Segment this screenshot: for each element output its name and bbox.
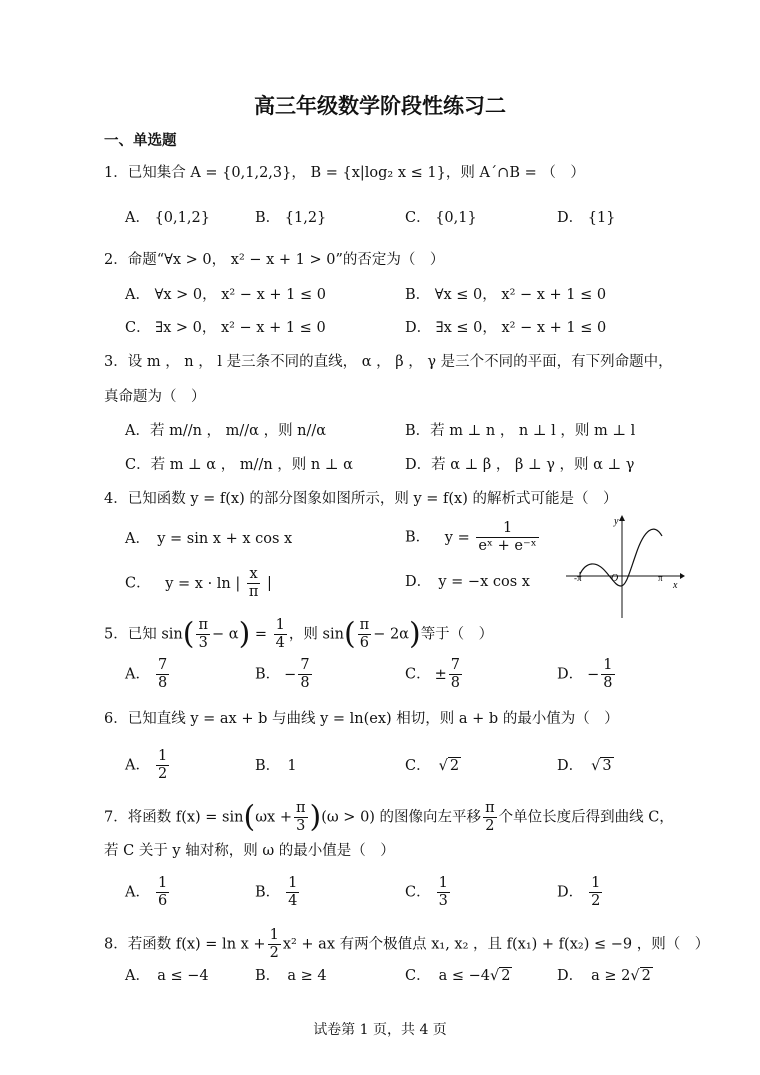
question-7-line-1 xyxy=(104,800,674,835)
q2-option-c: C． ∃x > 0， x² − x + 1 ≤ 0 xyxy=(125,320,326,336)
q8-option-c-radicand: 2 xyxy=(501,968,511,984)
q8-part-1: 8．若函数 f(x) = ln x + xyxy=(104,936,266,953)
q5-option-a-numerator: 7 xyxy=(157,657,168,673)
q7-option-b xyxy=(255,875,301,910)
q5-part-6: 等于（ ） xyxy=(420,626,494,643)
q3-option-b: B．若 m ⊥ n ， n ⊥ l ，则 m ⊥ l xyxy=(405,423,636,439)
q7-option-c-denominator: 3 xyxy=(438,893,448,909)
q7-option-b-label: B． xyxy=(255,884,281,901)
q7-fraction-shift xyxy=(483,800,497,835)
q6-option-d xyxy=(557,756,614,776)
q5-fraction-value xyxy=(274,617,287,652)
q4-option-a: A． y = sin x + x cos x xyxy=(125,531,293,547)
q5-fraction-b xyxy=(358,617,372,652)
q7-part-2: (ω > 0) 的图像向左平移 xyxy=(321,809,482,826)
q4-option-c xyxy=(125,566,272,601)
q4-option-b xyxy=(405,520,541,555)
q3-option-c: C．若 m ⊥ α ， m//n ，则 n ⊥ α xyxy=(125,457,353,473)
q5-paren-open: ( xyxy=(182,616,195,652)
q6-option-a-label: A． xyxy=(125,757,150,774)
q7-part-1: 7．将函数 f(x) = sin xyxy=(104,809,244,826)
q2-option-b: B． ∀x ≤ 0， x² − x + 1 ≤ 0 xyxy=(405,287,607,303)
q7-option-a-label: A． xyxy=(125,884,150,901)
y-axis-arrow xyxy=(619,515,625,521)
q7-omega: ωx + xyxy=(255,809,292,826)
q4-option-c-fraction xyxy=(247,566,261,601)
q4-option-b-numerator: 1 xyxy=(476,520,538,538)
q6-option-a-denominator: 2 xyxy=(157,766,168,782)
q1-option-d: D． {1} xyxy=(557,210,616,226)
q4-option-b-denominator: eˣ + e⁻ˣ xyxy=(478,538,537,554)
question-4: 4．已知函数 y = f(x) 的部分图象如图所示，则 y = f(x) 的解析式可能是（ ） xyxy=(104,491,618,507)
q5-part-2: − α xyxy=(212,626,239,643)
q5-paren-close-2: ) xyxy=(408,616,421,652)
q8-part-2: x² + ax 有两个极值点 x₁, x₂ ，且 f(x₁) + f(x₂) ≤ −9 ，则（ ） xyxy=(282,936,710,953)
q2-option-d: D． ∃x ≤ 0， x² − x + 1 ≤ 0 xyxy=(405,320,607,336)
q5-option-c xyxy=(405,657,464,692)
q5-option-b-numerator: 7 xyxy=(300,657,310,673)
q8-option-c xyxy=(405,966,512,986)
q7-option-c xyxy=(405,875,452,910)
q7-option-a-denominator: 6 xyxy=(157,893,168,909)
q1-option-c: C． {0,1} xyxy=(405,210,477,226)
sqrt-sign: √ xyxy=(438,758,448,774)
q6-option-d-radicand: 3 xyxy=(602,758,612,774)
question-6: 6．已知直线 y = ax + b 与曲线 y = ln(ex) 相切，则 a + b 的最小值为（ ） xyxy=(104,711,619,727)
q8-option-d-prefix: a ≥ 2 xyxy=(591,968,631,984)
q6-option-a xyxy=(125,748,171,783)
q7-fraction-phase xyxy=(294,800,308,835)
q5-option-a-label: A． xyxy=(125,666,150,683)
q8-option-c-label: C． xyxy=(405,968,431,984)
q8-fraction-half xyxy=(268,927,281,962)
q8-option-c-prefix: a ≤ −4 xyxy=(438,968,490,984)
q4-option-c-denominator: π xyxy=(248,584,259,600)
q8-option-b: B． a ≥ 4 xyxy=(255,968,327,984)
q5-option-d xyxy=(557,657,617,692)
q5-part-3: = xyxy=(254,626,268,643)
q6-option-b: B． 1 xyxy=(255,758,297,774)
q8-fraction-half-numerator: 1 xyxy=(269,927,279,943)
question-7-line-2: 若 C 关于 y 轴对称，则 ω 的最小值是（ ） xyxy=(104,843,395,859)
q4-function-graph xyxy=(566,514,686,622)
q5-option-d-numerator: 1 xyxy=(603,657,613,673)
sqrt-sign: √ xyxy=(630,968,640,984)
q6-option-c-radicand: 2 xyxy=(449,758,460,774)
x-axis-arrow xyxy=(680,573,685,579)
q5-option-b-sign: − xyxy=(284,666,297,683)
q7-option-c-fraction xyxy=(437,875,450,910)
q5-option-c-sign: ± xyxy=(434,666,447,683)
q5-fraction-value-numerator: 1 xyxy=(275,617,285,633)
q5-option-d-fraction xyxy=(601,657,614,692)
page-title: 高三年级数学阶段性练习二 xyxy=(254,93,506,118)
q4-option-c-numerator: x xyxy=(247,566,261,584)
q7-option-b-fraction xyxy=(286,875,299,910)
section-heading: 一、单选题 xyxy=(104,132,177,149)
graph-neg-pi-label: -π xyxy=(574,573,582,583)
question-8 xyxy=(104,927,709,962)
q5-option-c-denominator: 8 xyxy=(450,675,460,691)
q7-option-c-label: C． xyxy=(405,884,431,901)
q4-option-b-lhs: y = xyxy=(444,529,470,546)
q3-option-d: D．若 α ⊥ β ， β ⊥ γ ，则 α ⊥ γ xyxy=(405,457,635,473)
q5-option-b-fraction xyxy=(298,657,311,692)
q8-option-d-radicand: 2 xyxy=(641,968,651,984)
q5-part-1: 5．已知 sin xyxy=(104,626,183,643)
q5-option-d-sign: − xyxy=(587,666,600,683)
q5-option-a xyxy=(125,657,171,692)
q5-fraction-a-denominator: 3 xyxy=(198,635,208,651)
q7-part-3: 个单位长度后得到曲线 C， xyxy=(498,809,674,826)
q5-fraction-value-denominator: 4 xyxy=(275,635,285,651)
question-1: 1．已知集合 A = {0,1,2,3}， B = {x|log₂ x ≤ 1}，则 A´∩B = （ ） xyxy=(104,165,585,181)
q5-paren-open-2: ( xyxy=(343,616,356,652)
q4-option-d: D． y = −x cos x xyxy=(405,574,530,590)
question-3-line-1: 3．设 m ， n ， l 是三条不同的直线， α ， β ， γ 是三个不同的平面，有下列命题中， xyxy=(104,354,673,370)
q6-option-d-label: D． xyxy=(557,758,584,774)
q5-option-b-label: B． xyxy=(255,666,281,683)
q5-option-c-label: C． xyxy=(405,666,431,683)
page-footer: 试卷第 1 页，共 4 页 xyxy=(313,1022,447,1038)
q5-fraction-b-numerator: π xyxy=(359,617,370,633)
q4-option-c-rhs: | xyxy=(267,575,272,592)
question-5 xyxy=(104,617,493,652)
q1-option-b: B． {1,2} xyxy=(255,210,327,226)
question-3-line-2: 真命题为（ ） xyxy=(104,389,206,405)
q5-option-c-fraction xyxy=(449,657,462,692)
curve xyxy=(580,529,662,586)
q2-option-a: A． ∀x > 0， x² − x + 1 ≤ 0 xyxy=(125,287,326,303)
q5-fraction-a-numerator: π xyxy=(198,617,209,633)
q5-option-a-denominator: 8 xyxy=(157,675,168,691)
q5-part-4: ，则 sin xyxy=(288,626,344,643)
question-2: 2．命题“∀x > 0， x² − x + 1 > 0”的否定为（ ） xyxy=(104,252,445,268)
q7-paren-open: ( xyxy=(243,799,256,835)
graph-y-label: y xyxy=(614,516,619,527)
q7-option-a-fraction xyxy=(156,875,169,910)
q8-option-d xyxy=(557,966,653,986)
q7-option-b-denominator: 4 xyxy=(288,893,298,909)
q5-fraction-b-denominator: 6 xyxy=(359,635,370,651)
q7-fraction-phase-denominator: 3 xyxy=(296,818,306,834)
q6-option-a-fraction xyxy=(156,748,169,783)
q5-fraction-a xyxy=(196,617,210,652)
q4-option-b-label: B． xyxy=(405,529,431,546)
q4-option-c-lhs: y = x · ln | xyxy=(165,575,241,592)
q5-option-d-denominator: 8 xyxy=(603,675,613,691)
q7-option-a xyxy=(125,875,171,910)
q5-option-c-numerator: 7 xyxy=(450,657,460,673)
q7-fraction-phase-numerator: π xyxy=(295,800,306,816)
q7-option-a-numerator: 1 xyxy=(157,875,168,891)
q8-fraction-half-denominator: 2 xyxy=(269,945,279,961)
q7-fraction-shift-denominator: 2 xyxy=(485,818,495,834)
q4-option-b-fraction xyxy=(476,520,538,555)
q1-option-a: A． {0,1,2} xyxy=(125,210,210,226)
q6-option-c-label: C． xyxy=(405,758,431,774)
sqrt-sign: √ xyxy=(490,968,500,984)
q5-part-5: − 2α xyxy=(373,626,409,643)
q5-option-d-label: D． xyxy=(557,666,584,683)
q7-fraction-shift-numerator: π xyxy=(485,800,495,816)
q6-option-c xyxy=(405,756,461,776)
q7-option-d-fraction xyxy=(589,875,602,910)
q7-option-c-numerator: 1 xyxy=(438,875,448,891)
q7-option-b-numerator: 1 xyxy=(288,875,298,891)
q7-option-d-denominator: 2 xyxy=(591,893,601,909)
q5-option-b xyxy=(255,657,314,692)
q7-option-d-numerator: 1 xyxy=(591,875,601,891)
q7-option-d-label: D． xyxy=(557,884,584,901)
q3-option-a: A．若 m//n ， m//α ，则 n//α xyxy=(125,423,327,439)
q6-option-a-numerator: 1 xyxy=(157,748,168,764)
q5-option-a-fraction xyxy=(156,657,169,692)
q5-option-b-denominator: 8 xyxy=(300,675,310,691)
sqrt-sign: √ xyxy=(591,758,601,774)
q4-option-c-label: C． xyxy=(125,575,151,592)
q5-paren-close: ) xyxy=(238,616,251,652)
q7-option-d xyxy=(557,875,604,910)
graph-x-label: x xyxy=(673,580,678,591)
q7-paren-close: ) xyxy=(309,799,322,835)
q8-option-a: A． a ≤ −4 xyxy=(125,968,209,984)
q8-option-d-label: D． xyxy=(557,968,584,984)
graph-origin-label: O xyxy=(611,573,619,584)
graph-pi-label: π xyxy=(658,573,663,583)
